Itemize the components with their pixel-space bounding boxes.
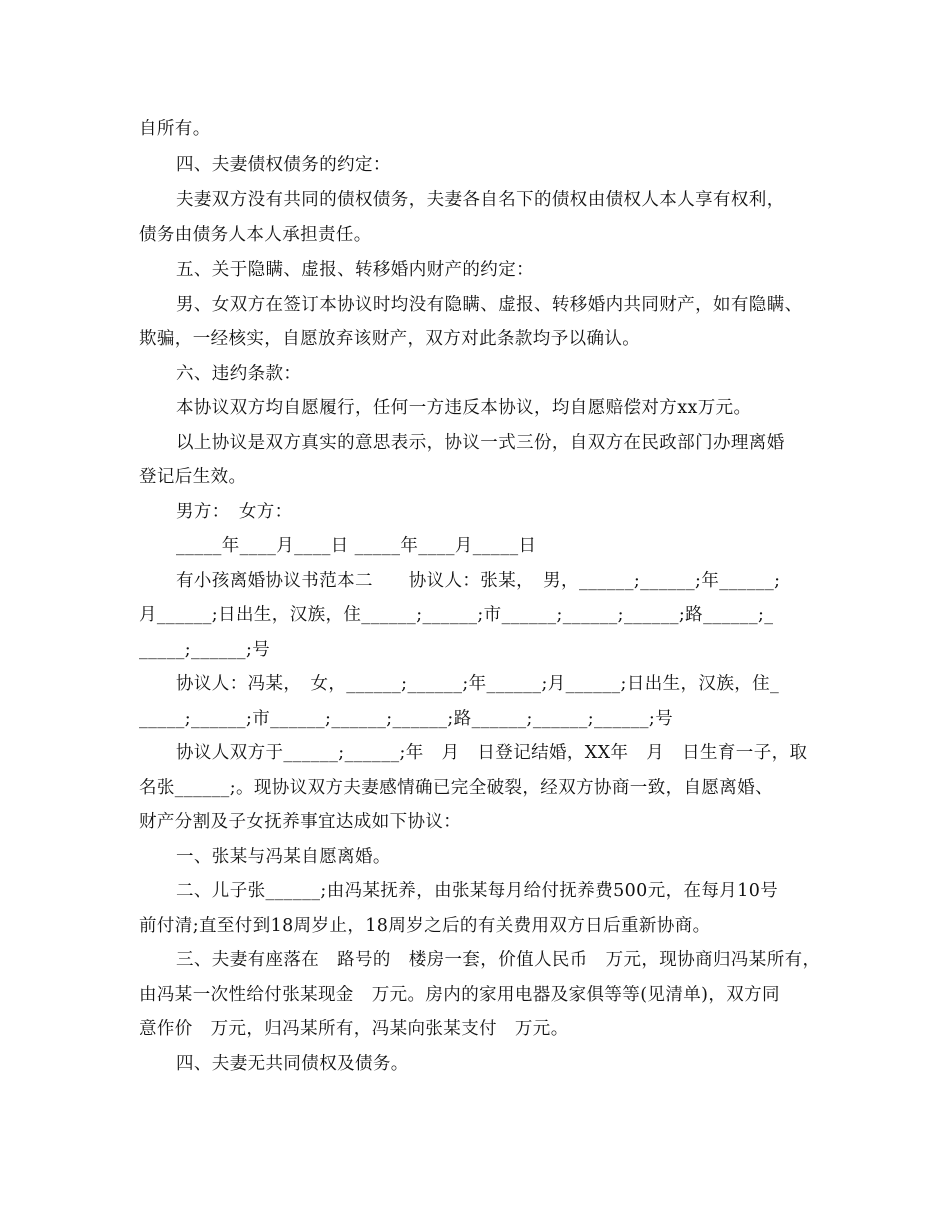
text-line: _____;______;号 [139, 640, 271, 660]
text-line: 欺骗，一经核实，自愿放弃该财产，双方对此条款均予以确认。 [139, 329, 641, 349]
template-title-line: 有小孩离婚协议书范本二 协议人：张某， 男，______;______;年______; [176, 571, 781, 591]
text-line: 由冯某一次性给付张某现金 万元。房内的家用电器及家俱等等(见清单)，双方同 [139, 985, 780, 1005]
text-line: 登记后生效。 [139, 467, 247, 487]
section-heading: 五、关于隐瞒、虚报、转移婚内财产的约定： [176, 260, 534, 280]
clause-item: 二、儿子张______;由冯某抚养，由张某每月给付抚养费500元，在每月10号 [176, 881, 779, 901]
text-line: 以上协议是双方真实的意思表示，协议一式三份，自双方在民政部门办理离婚 [176, 433, 785, 453]
text-line: 名张______;。现协议双方夫妻感情确已完全破裂，经双方协商一致，自愿离婚、 [139, 778, 773, 798]
text-line: 协议人双方于______;______;年 月 日登记结婚，XX年 月 日生育一子，取 [176, 743, 808, 763]
text-line: 债务由债务人本人承担责任。 [139, 225, 372, 245]
text-line: 月______;日出生，汉族，住______;______;市______;______;______;路______;_ [139, 605, 774, 625]
date-blanks: _____年____月____日 _____年____月_____日 [176, 536, 537, 556]
clause-item: 四、夫妻无共同债权及债务。 [176, 1054, 409, 1074]
text-line: _____;______;市______;______;______;路______;______;______;号 [139, 709, 674, 729]
text-line: 本协议双方均自愿履行，任何一方违反本协议，均自愿赔偿对方xx万元。 [176, 398, 752, 418]
text-line: 自所有。 [139, 119, 211, 139]
signature-labels: 男方： 女方： [176, 502, 293, 522]
text-line: 男、女双方在签订本协议时均没有隐瞒、虚报、转移婚内共同财产，如有隐瞒、 [176, 295, 803, 315]
section-heading: 六、违约条款： [176, 364, 302, 384]
text-line: 财产分割及子女抚养事宜达成如下协议： [139, 812, 462, 832]
text-line: 夫妻双方没有共同的债权债务，夫妻各自名下的债权由债权人本人享有权利， [176, 190, 785, 210]
clause-item: 一、张某与冯某自愿离婚。 [176, 847, 391, 867]
section-heading: 四、夫妻债权债务的约定： [176, 155, 391, 175]
text-line: 前付清;直至付到18周岁止，18周岁之后的有关费用双方日后重新协商。 [139, 916, 711, 936]
text-line: 协议人：冯某， 女，______;______;年______;月______;日出生，汉族，住_ [176, 674, 780, 694]
clause-item: 三、夫妻有座落在 路号的 楼房一套，价值人民币 万元，现协商归冯某所有， [176, 950, 821, 970]
text-line: 意作价 万元，归冯某所有，冯某向张某支付 万元。 [139, 1019, 569, 1039]
